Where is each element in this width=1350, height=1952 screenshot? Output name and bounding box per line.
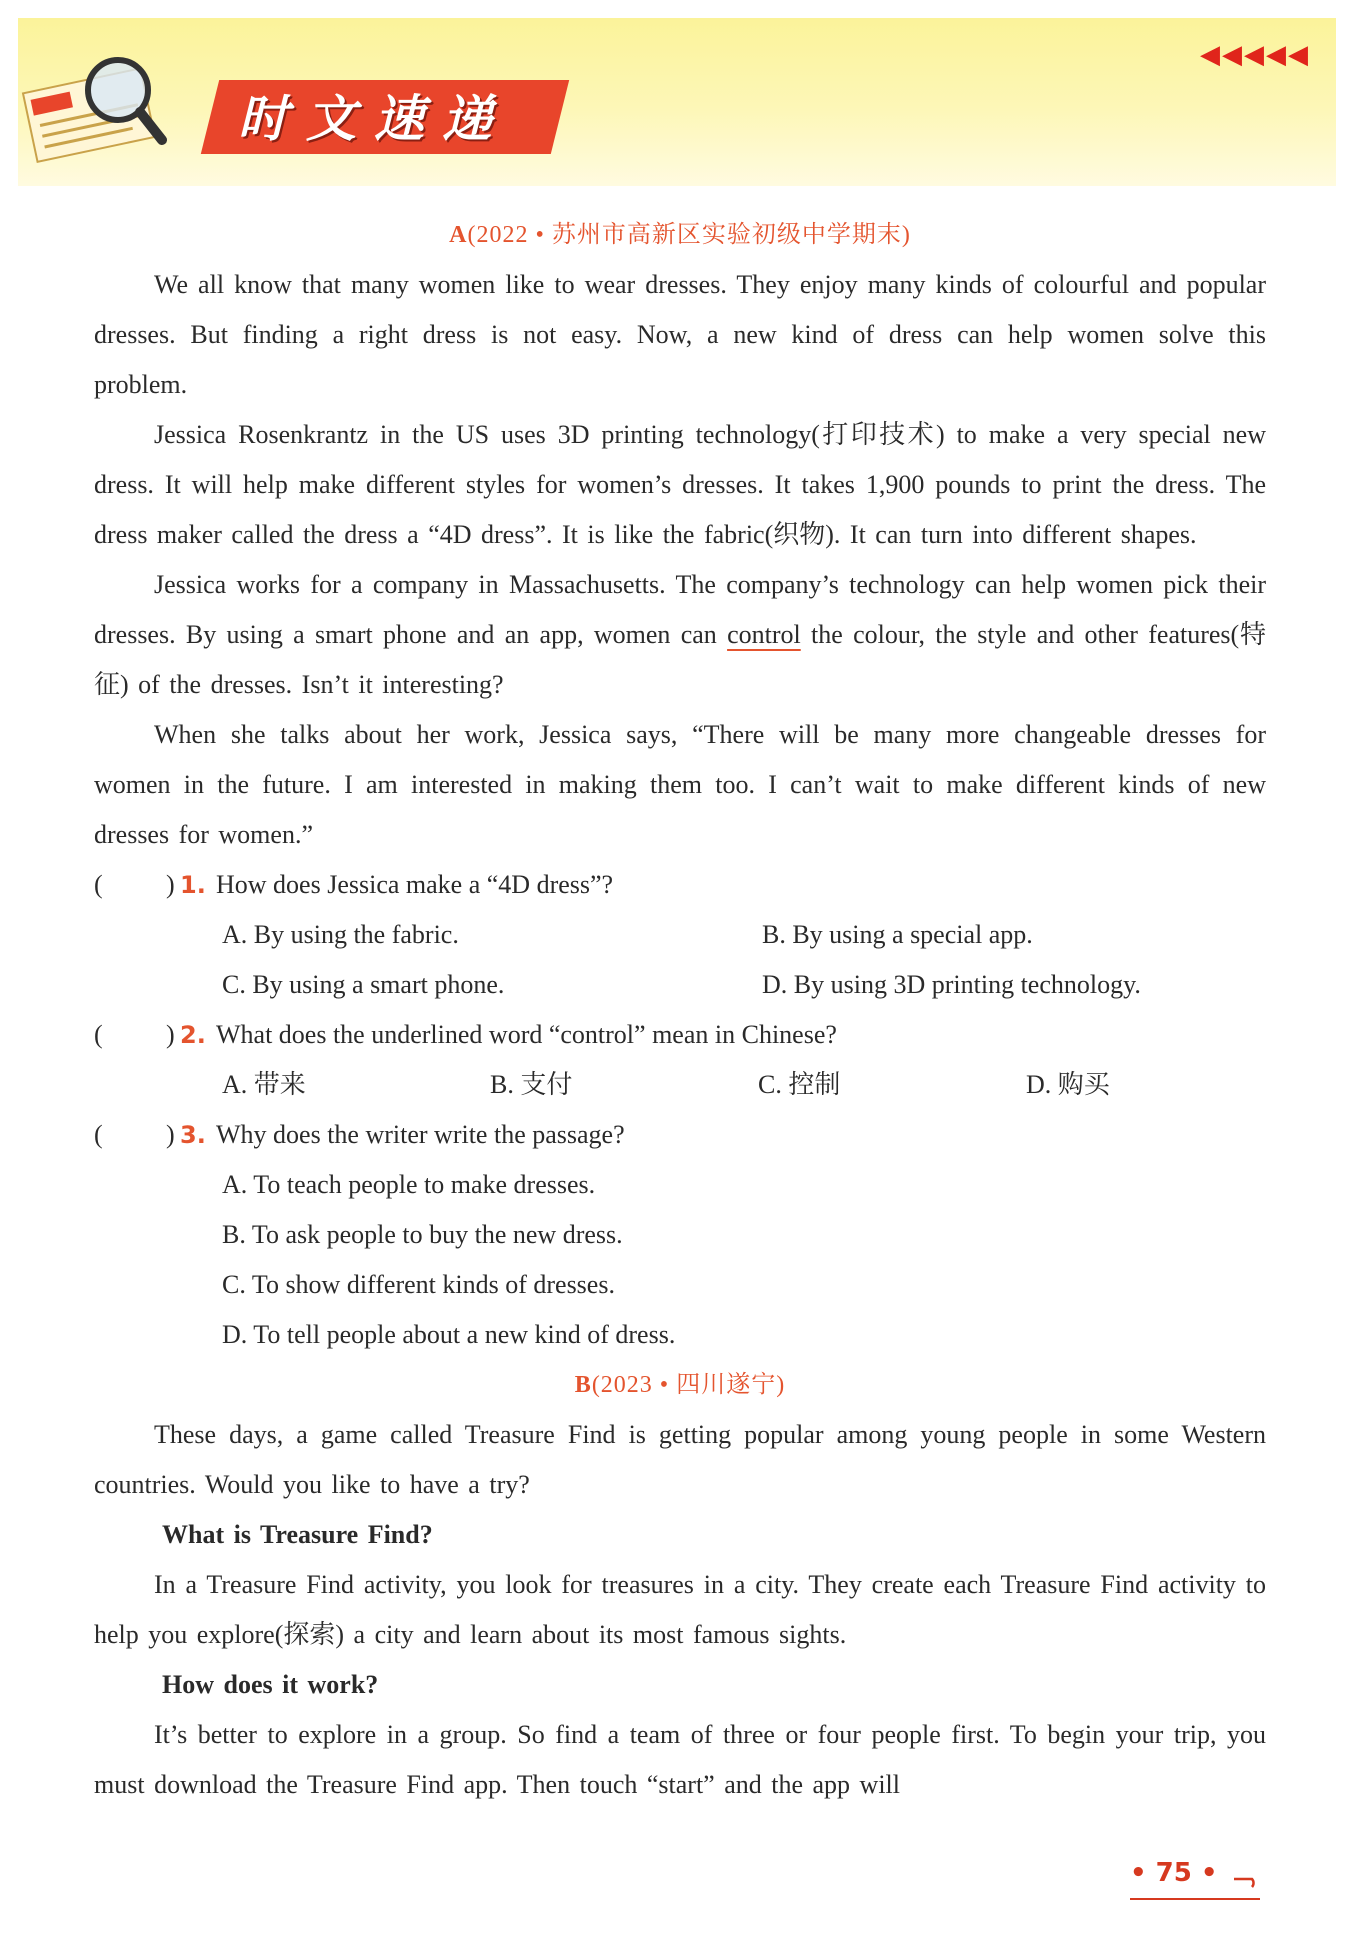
question-3-options — [94, 1160, 1266, 1360]
passage-paragraph — [94, 560, 1266, 710]
option-c: C. To show different kinds of dresses. — [222, 1270, 615, 1299]
arrow-decoration-icon: ◀◀◀◀◀ — [1200, 40, 1310, 70]
section-a-source: (2022 • 苏州市高新区实验初级中学期末) — [467, 222, 911, 248]
passage-paragraph: It’s better to explore in a group. So find a team of three or four people first. To begin your trip, you must download the Treasure Find app. Then touch “start” and the app will — [94, 1720, 1266, 1799]
page-number-underline — [1130, 1898, 1260, 1900]
answer-blank-open[interactable]: ( — [94, 1120, 103, 1149]
question-number: 3. — [180, 1121, 206, 1149]
page-number-text: • 75 • — [1130, 1858, 1218, 1888]
question-text: Why does the writer write the passage? — [216, 1120, 625, 1149]
question-1-options — [94, 910, 1266, 1010]
paragraph-text: Jessica works for a company in Massachusetts. The company’s technology can help women pick their dresses. By using a smart phone and an app, women can — [94, 570, 1266, 649]
option-b: B. By using a special app. — [762, 920, 1033, 949]
main-content — [94, 210, 1266, 1810]
section-b-source: (2023 • 四川遂宁) — [591, 1372, 786, 1398]
question-text: What does the underlined word “control” mean in Chinese? — [216, 1020, 837, 1049]
question-text: How does Jessica make a “4D dress”? — [216, 870, 614, 899]
section-a-letter: A — [449, 222, 468, 248]
option-d: D. To tell people about a new kind of dress. — [222, 1320, 676, 1349]
answer-blank-close: ) — [166, 1120, 175, 1149]
option-b: B. To ask people to buy the new dress. — [222, 1220, 623, 1249]
question-3 — [94, 1110, 1266, 1160]
news-logo-icon — [20, 40, 200, 170]
answer-blank-open[interactable]: ( — [94, 1020, 103, 1049]
answer-blank-open[interactable]: ( — [94, 870, 103, 899]
option-d: D. 购买 — [1026, 1070, 1110, 1099]
question-2-options — [94, 1060, 1266, 1110]
section-b-heading — [94, 1360, 1266, 1410]
passage-paragraph: In a Treasure Find activity, you look for treasures in a city. They create each Treasure Find activity to help you explore(探索) a city and learn about its most famous sights. — [94, 1570, 1266, 1649]
return-arrow-icon — [1232, 1870, 1260, 1888]
passage-paragraph: We all know that many women like to wear dresses. They enjoy many kinds of colourful and popular dresses. But finding a right dress is not easy. Now, a new kind of dress can help women solve this problem. — [94, 270, 1266, 399]
option-a: A. To teach people to make dresses. — [222, 1170, 596, 1199]
question-number: 1. — [180, 871, 206, 899]
passage-paragraph: When she talks about her work, Jessica says, “There will be many more changeable dresses for women in the future. I am interested in making them too. I can’t wait to make different kinds of new dresses for women.” — [94, 720, 1266, 849]
question-2 — [94, 1010, 1266, 1060]
option-c: C. By using a smart phone. — [222, 970, 505, 999]
question-1 — [94, 860, 1266, 910]
passage-paragraph: Jessica Rosenkrantz in the US uses 3D printing technology(打印技术) to make a very special new dress. It will help make different styles for women’s dresses. It takes 1,900 pounds to print the dress. The dress maker called the dress a “4D dress”. It is like the fabric(织物). It can turn into different shapes. — [94, 420, 1266, 549]
section-subheading: How does it work? — [162, 1670, 379, 1699]
option-a: A. By using the fabric. — [222, 920, 459, 949]
page-number — [1130, 1858, 1260, 1898]
section-a-heading — [94, 210, 1266, 260]
question-number: 2. — [180, 1021, 206, 1049]
option-c: C. 控制 — [758, 1070, 841, 1099]
option-b: B. 支付 — [490, 1070, 573, 1099]
page-title: 时文速递 — [238, 90, 510, 148]
answer-blank-close: ) — [166, 870, 175, 899]
section-b-letter: B — [574, 1372, 592, 1398]
section-subheading: What is Treasure Find? — [162, 1520, 433, 1549]
answer-blank-close: ) — [166, 1020, 175, 1049]
passage-paragraph: These days, a game called Treasure Find is getting popular among young people in some Western countries. Would you like to have a try? — [94, 1420, 1266, 1499]
option-a: A. 带来 — [222, 1070, 306, 1099]
underlined-word: control — [727, 620, 801, 649]
paragraph-text: the colour, the style and other features(特征) of the dresses. Isn’t it interesting? — [94, 620, 1266, 699]
option-d: D. By using 3D printing technology. — [762, 970, 1141, 999]
